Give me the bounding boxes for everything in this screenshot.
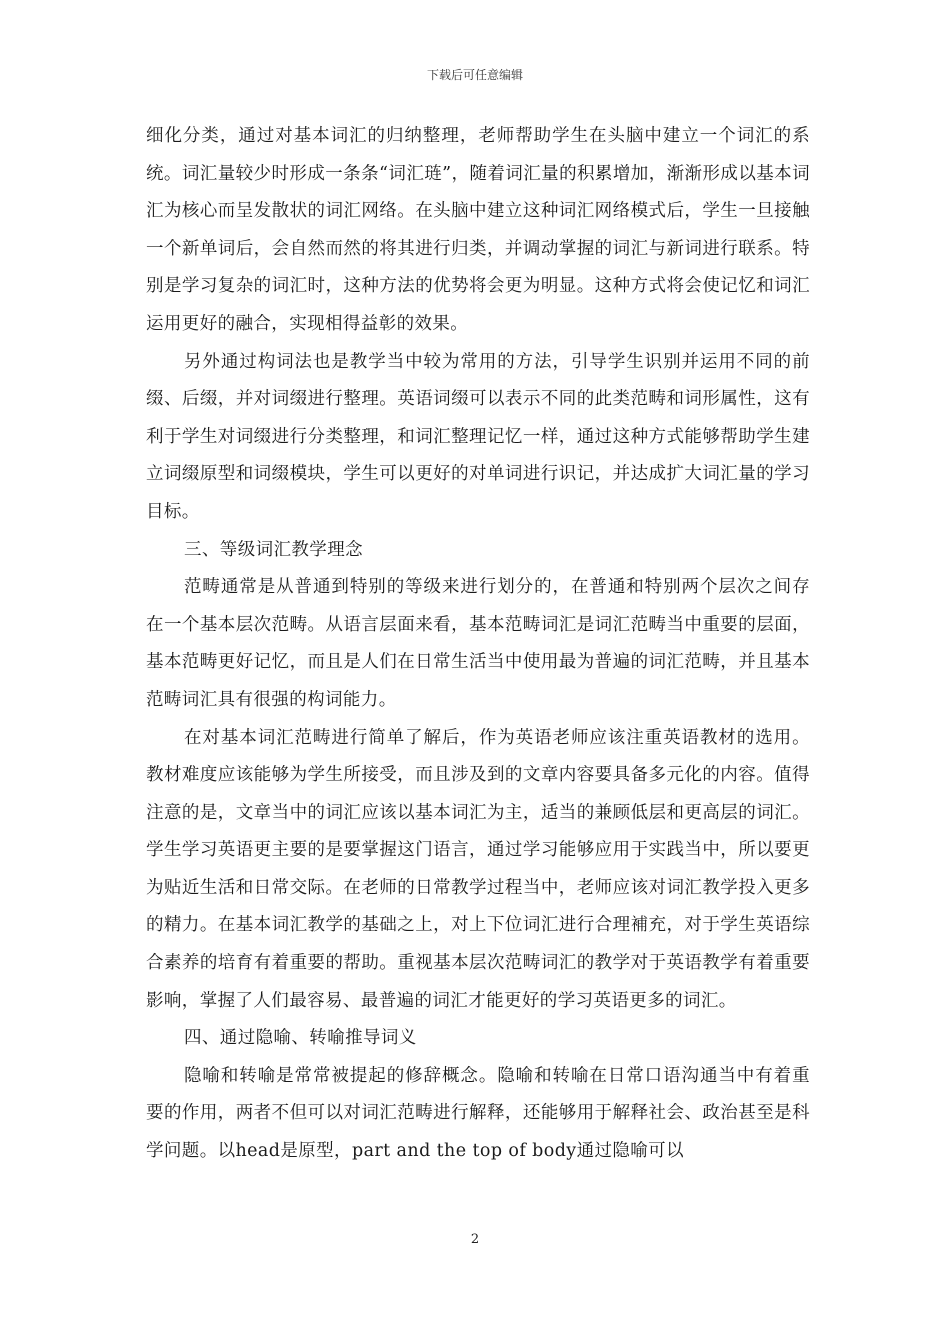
paragraph: 隐喻和转喻是常常被提起的修辞概念。隐喻和转喻在日常口语沟通当中有着重要的作用，两者不但可以对词汇范畴进行解释，还能够用于解释社会、政治甚至是科学问题。以head是原型，part and the top of body通过隐喻可以 <box>146 1065 810 1162</box>
paragraph: 另外通过构词法也是教学当中较为常用的方法，引导学生识别并运用不同的前缀、后缀，并对词缀进行整理。英语词缀可以表示不同的此类范畴和词形属性，这有利于学生对词缀进行分类整理，和词汇整理记忆一样，通过这种方式能够帮助学生建立词缀原型和词缀模块，学生可以更好的对单词进行识记，并达成扩大词汇量的学习目标。 <box>146 351 810 522</box>
page-number: 2 <box>470 1232 480 1247</box>
paragraph-continuation: 细化分类，通过对基本词汇的归纳整理，老师帮助学生在头脑中建立一个词汇的系统。词汇量较少时形成一条条“词汇琏”，随着词汇量的积累增加，渐渐形成以基本词汇为核心而呈发散状的词汇网络。在头脑中建立这种词汇网络模式后，学生一旦接触一个新单词后，会自然而然的将其进行归类，并调动掌握的词汇与新词进行联系。特别是学习复杂的词汇时，这种方法的优势将会更为明显。这种方式将会使记忆和词汇运用更好的融合，实现相得益彰的效果。 <box>146 126 810 334</box>
section-heading-3: 三、等级词汇教学理念 <box>184 539 363 560</box>
paragraph: 在对基本词汇范畴进行简单了解后，作为英语老师应该注重英语教材的选用。教材难度应该能够为学生所接受，而且涉及到的文章内容要具备多元化的内容。值得注意的是，文章当中的词汇应该以基本词汇为主，适当的兼顾低层和更高层的词汇。学生学习英语更主要的是要掌握这门语言，通过学习能够应用于实践当中，所以要更为贴近生活和日常交际。在老师的日常教学过程当中，老师应该对词汇教学投入更多的精力。在基本词汇教学的基础之上，对上下位词汇进行合理補充，对于学生英语综合素养的培育有着重要的帮助。重视基本层次范畴词汇的教学对于英语教学有着重要影响，掌握了人们最容易、最普遍的词汇才能更好的学习英语更多的词汇。 <box>146 727 810 1011</box>
paragraph: 范畴通常是从普通到特别的等级来进行划分的，在普通和特别两个层次之间存在一个基本层次范畴。从语言层面来看，基本范畴词汇是词汇范畴当中重要的层面，基本范畴更好记忆，而且是人们在日常生活当中使用最为普遍的词汇范畴，并且基本范畴词汇具有很强的构词能力。 <box>146 577 810 710</box>
body-text <box>146 118 810 1171</box>
page-header: 下载后可任意编辑 <box>426 68 523 82</box>
section-heading-4: 四、通过隐喻、转喻推导词义 <box>184 1028 417 1049</box>
